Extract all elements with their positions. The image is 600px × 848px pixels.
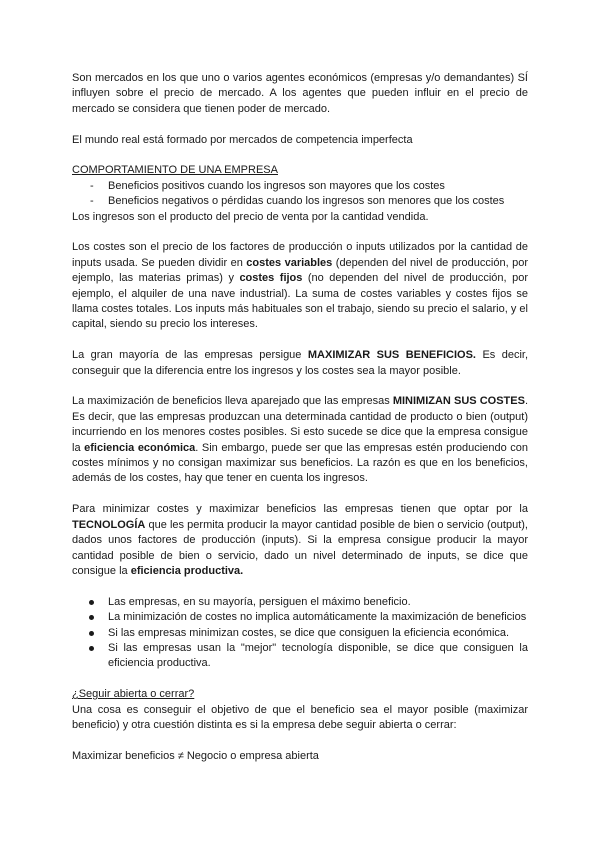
- paragraph-minimize-costs: La maximización de beneficios lleva aparejado que las empresas MINIMIZAN SUS COSTES. Es decir, que las empresas produzcan una determinada cantidad de producto o bien (output) incurriendo en los menores costes posibles. Si esto sucede se dice que la empresa consigue la eficiencia económica. Sin embargo, puede ser que las empresas estén produciendo con costes mínimos y no consigan maximizar sus beneficios. La razón es que en los beneficios, además de los costes, hay que tener en cuenta los ingresos.: [72, 395, 528, 485]
- paragraph-maximize-profits: La gran mayoría de las empresas persigue MAXIMIZAR SUS BENEFICIOS. Es decir, conseguir que la diferencia entre los ingresos y los costes sea la mayor posible.: [72, 349, 529, 377]
- term-economic-efficiency: eficiencia económica: [84, 441, 196, 454]
- term-minimize-costs: MINIMIZAN SUS COSTES: [392, 395, 525, 408]
- paragraph-market-power: Son mercados en los que uno o varios agentes económicos (empresas y/o demandantes) SÍ influyen sobre el precio de mercado. A los agentes que pueden influir en el precio de mercado se considera que tienen poder de mercado.: [72, 72, 528, 115]
- dash-list-item: - Beneficios positivos cuando los ingresos son mayores que los costes: [72, 179, 528, 194]
- bullet-list: [72, 595, 528, 672]
- dash-list: [72, 179, 528, 210]
- paragraph-imperfect-competition: El mundo real está formado por mercados de competencia imperfecta: [72, 133, 413, 146]
- paragraph-revenue: Los ingresos son el producto del precio de venta por la cantidad vendida.: [72, 210, 429, 223]
- dash-list-item: - Beneficios negativos o pérdidas cuando los ingresos son menores que los costes: [72, 194, 528, 209]
- section-heading-company-behavior: COMPORTAMIENTO DE UNA EMPRESA: [72, 164, 278, 177]
- term-maximize-profits: MAXIMIZAR SUS BENEFICIOS.: [307, 349, 476, 362]
- bullet-list-item: La minimización de costes no implica automáticamente la maximización de beneficios: [72, 610, 528, 625]
- bullet-list-item: Si las empresas minimizan costes, se dice que consiguen la eficiencia económica.: [72, 626, 528, 641]
- paragraph-maximize-not-open: Maximizar beneficios ≠ Negocio o empresa abierta: [72, 749, 319, 762]
- paragraph-technology: Para minimizar costes y maximizar beneficios las empresas tienen que optar por la TECNOLOGÍA que les permita producir la mayor cantidad posible de bien o servicio (output), dados unos factores de producción (inputs). Si la empresa consigue producir la mayor cantidad posible de bien o servicio, dado un nivel determinado de inputs, se dice que consigue la eficiencia productiva.: [72, 503, 528, 577]
- paragraph-costs: Los costes son el precio de los factores de producción o inputs utilizados por la cantidad de inputs usada. Se pueden dividir en costes variables (dependen del nivel de producción, por ejemplo, las materias primas) y costes fijos (no dependen del nivel de producción, por ejemplo, el alquiler de una nave industrial). La suma de costes variables y costes fijos se llama costes totales. Los inputs más habituales son el trabajo, siendo su precio el salario, y el capital, siendo su precio los intereses.: [72, 241, 528, 331]
- term-technology: TECNOLOGÍA: [72, 518, 146, 531]
- bullet-list-item: Si las empresas usan la "mejor" tecnología disponible, se dice que consiguen la eficiencia productiva.: [72, 641, 528, 672]
- section-heading-stay-open: ¿Seguir abierta o cerrar?: [72, 688, 195, 701]
- term-productive-efficiency: eficiencia productiva.: [130, 564, 244, 577]
- term-fixed-costs: costes fijos: [239, 272, 303, 285]
- bullet-list-item: Las empresas, en su mayoría, persiguen el máximo beneficio.: [72, 595, 528, 610]
- paragraph-stay-open: Una cosa es conseguir el objetivo de que el beneficio sea el mayor posible (maximizar beneficio) y otra cuestión distinta es si la empresa debe seguir abierta o cerrar:: [72, 703, 528, 731]
- term-variable-costs: costes variables: [246, 256, 333, 269]
